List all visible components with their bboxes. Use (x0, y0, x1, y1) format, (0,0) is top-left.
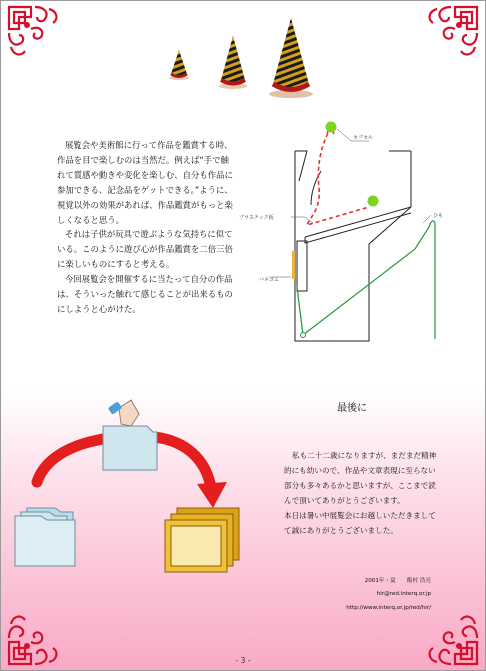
page-number: - 3 - (235, 656, 251, 665)
intro-paragraph: 展覧会や美術館に行って作品を鑑賞する時、作品を目で楽しむのは当然だ。例えば“手で触れて質感や動きや変化を楽しむ、自分も作品に参加できる、記念品をゲットできる。”ように、視覚以外の効果があれば、作品鑑賞がもっと楽しくなると思う。 (57, 140, 233, 225)
corner-ornament-icon (5, 3, 63, 61)
spinning-top-icon (169, 50, 189, 80)
folder-icon (15, 508, 75, 566)
intro-paragraph: それは子供が玩具で遊ぶような気持ちに似ている。このように遊び心が作品鑑賞を二倍三倍に楽しいものにすると考える。 (57, 229, 233, 270)
gold-frame-icon (165, 508, 239, 572)
hand-icon (108, 400, 139, 426)
capsule-label: カプセル (353, 135, 373, 141)
spinning-top-icon (219, 36, 247, 89)
capsule-icon (368, 196, 379, 207)
date-author: 2001年・夏 飯村 浩亮 (364, 578, 431, 584)
intro-paragraph: 今回展覧会を開催するに当たって自分の作品は、そういった触れて感じることが出来るものにしようと心がけた。 (57, 274, 233, 314)
rubber-label: バネゴム (259, 277, 280, 283)
plastic-plate-label: プラスチック板 (239, 215, 274, 221)
email-link[interactable]: hir@red.interq.or.jp (376, 591, 431, 597)
spinning-tops-decoration (161, 16, 331, 101)
corner-ornament-icon (423, 3, 481, 61)
closing-title: 最後に (337, 403, 367, 414)
string-label: ひも (433, 213, 444, 219)
closing-text (284, 449, 442, 538)
capsule-icon (326, 122, 337, 133)
homepage-link[interactable]: http://www.interq.or.jp/red/hir/ (346, 605, 431, 611)
folder-icon (103, 426, 157, 470)
closing-paragraph: 私も二十二歳になりますが、まだまだ精神的にも幼いので、作品や文章表現に至らない部分も多々あるかと思いますが、ここまで読んで頂いてありがとうございます。 (284, 451, 437, 505)
mechanism-diagram (239, 119, 457, 351)
closing-paragraph: 本日は暑い中展覧会にお越しいただきましてて誠にありがとうございました。 (284, 510, 436, 535)
spinning-top-icon (269, 18, 313, 98)
folder-to-frame-illustration (11, 396, 251, 581)
intro-text (57, 138, 233, 317)
